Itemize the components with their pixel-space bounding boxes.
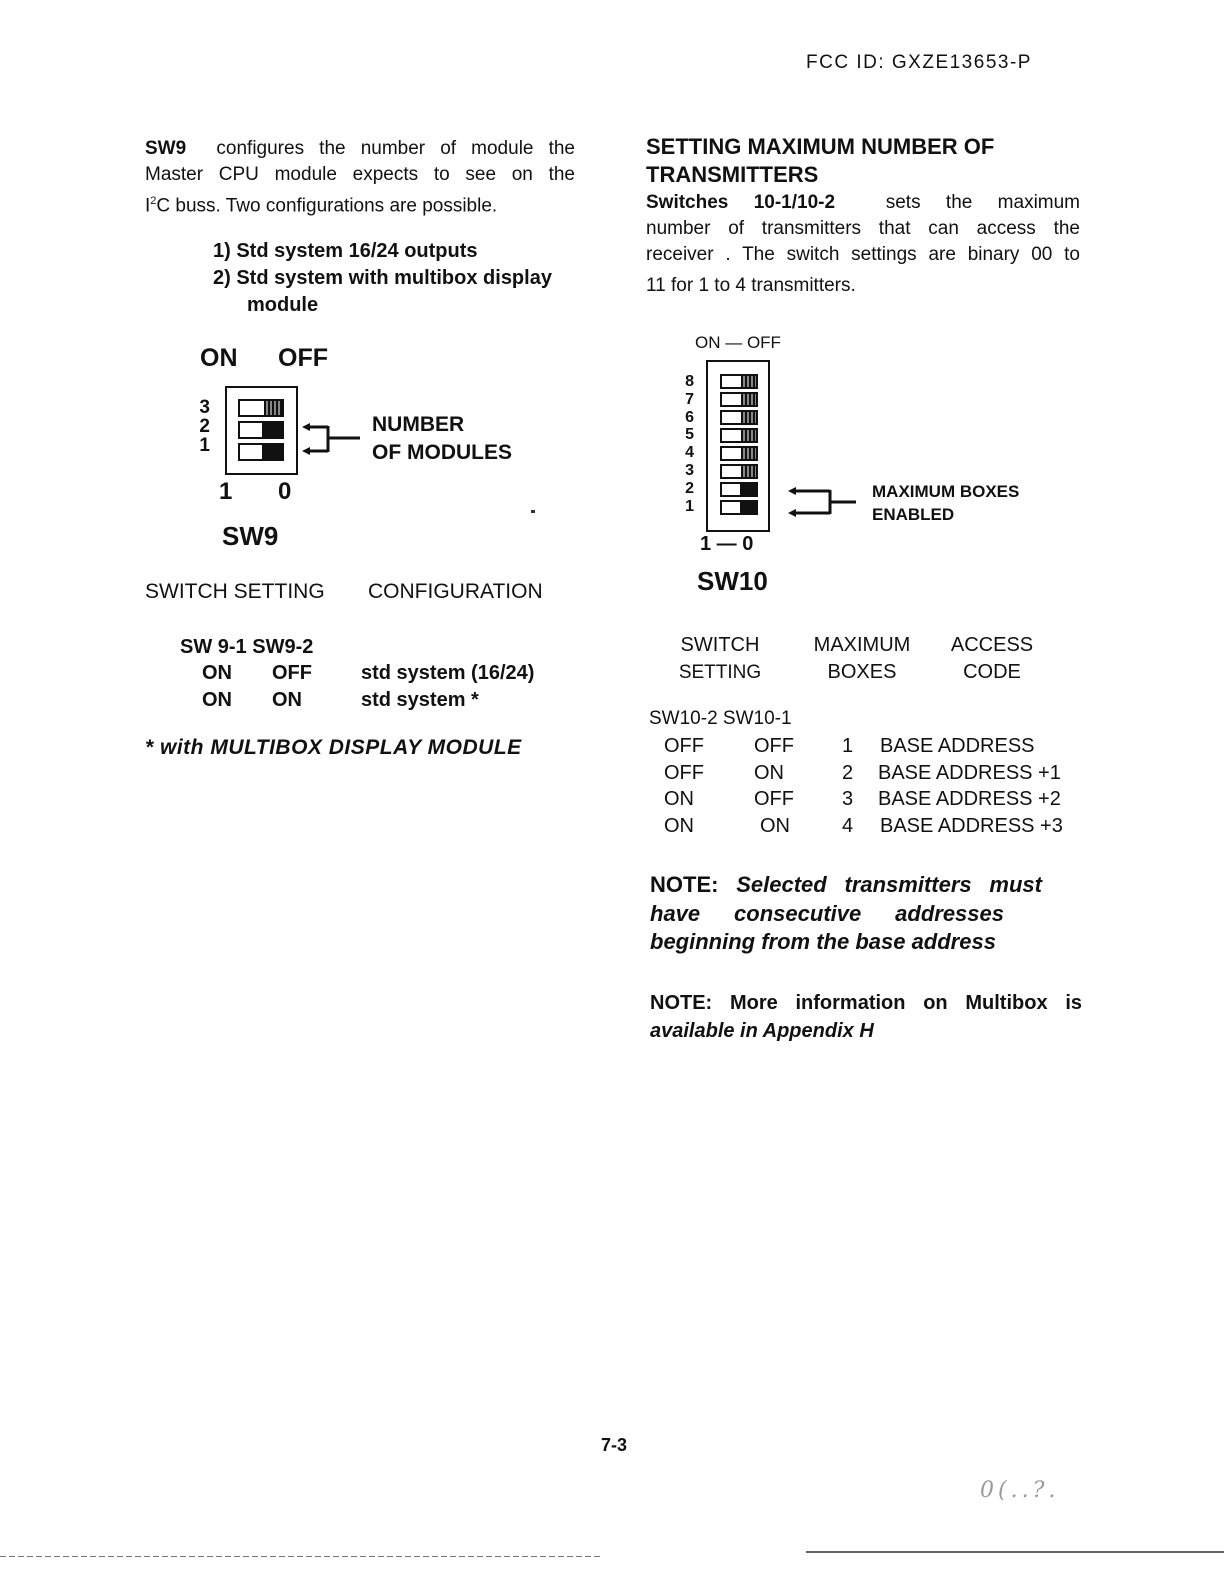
row-4-sw10-2: ON (664, 814, 694, 837)
heading-line-1: SETTING MAXIMUM NUMBER OF (646, 134, 995, 159)
sw9-switch-2 (238, 421, 284, 439)
sw9-footnote: * with MULTIBOX DISPLAY MODULE (145, 736, 522, 759)
th-switch: SWITCH (680, 634, 760, 656)
sw10-switch-3 (720, 464, 758, 479)
row-2-sw2: ON (272, 689, 302, 711)
table-row (202, 660, 562, 687)
sw9-num-2: 2 (199, 416, 210, 437)
sw10-knob-1 (740, 502, 756, 513)
table-row (664, 813, 1094, 840)
intro-lead: SW9 (145, 138, 187, 159)
para-line-1-rest: sets the maximum (885, 192, 1081, 213)
sw9-num-1: 1 (199, 435, 210, 456)
sw10-knob-8 (741, 376, 756, 387)
note-1-label: NOTE: (650, 872, 719, 897)
sw9-knob-2 (262, 423, 282, 437)
row-4-sw10-1: ON (760, 814, 790, 837)
row-4-code: BASE ADDRESS +3 (880, 814, 1063, 837)
para-line-1 (646, 190, 1080, 216)
sw10-num-8: 8 (685, 373, 694, 390)
row-3-sw10-1: OFF (754, 788, 794, 810)
th-maximum-boxes (810, 632, 914, 686)
row-1-sw10-1: OFF (754, 735, 794, 757)
sw9-dip-switch (225, 386, 298, 475)
sw9-name: SW9 (222, 521, 279, 551)
table-row (202, 687, 562, 714)
sw10-switch-7 (720, 392, 758, 407)
sw9-position-numbers (196, 398, 210, 455)
sw10-paragraph (646, 190, 1080, 299)
sw10-bottom-label: 1 — 0 (700, 533, 754, 555)
table-row (664, 786, 1094, 813)
row-3-code: BASE ADDRESS +2 (878, 788, 1061, 810)
intro-sup: 2 (150, 195, 157, 207)
th-setting: SETTING (678, 662, 762, 683)
sw10-knob-3 (741, 466, 756, 477)
note-1-line-2: have consecutive addresses (650, 900, 1004, 926)
sw9-on-label: ON (200, 344, 238, 372)
sw10-num-6: 6 (685, 408, 694, 426)
sw10-knob-6 (741, 412, 756, 423)
sw10-col-headers (649, 708, 792, 730)
note-1 (650, 871, 1042, 957)
para-lead: Switches 10-1/10-2 (646, 192, 836, 213)
th-maximum: MAXIMUM (813, 634, 911, 656)
sw10-label-line-1: MAXIMUM BOXES (872, 482, 1020, 501)
row-2-code: BASE ADDRESS +1 (878, 761, 1061, 784)
sw9-off-label: OFF (278, 344, 328, 372)
scan-artifact-line-right (806, 1551, 1224, 1553)
col-sw9-2: SW9-2 (252, 636, 314, 658)
sw10-num-5: 5 (685, 426, 694, 444)
sw9-label-line-2: OF MODULES (372, 441, 512, 464)
sw10-knob-5 (741, 430, 756, 441)
row-1-sw1: ON (202, 662, 232, 684)
sw10-num-4: 4 (685, 444, 694, 462)
sw9-table-rows (202, 660, 562, 714)
row-2-sw1: ON (202, 689, 232, 711)
sw10-bracket-arrow-icon (786, 483, 858, 523)
sw9-label-line-1: NUMBER (372, 413, 465, 436)
th-switch-setting (676, 632, 764, 686)
sw10-num-2: 2 (685, 479, 694, 497)
sw9-bottom-0: 0 (278, 478, 292, 505)
note-2 (650, 989, 1082, 1045)
sw10-switch-4 (720, 446, 758, 461)
note-1-line-1 (650, 871, 1042, 900)
col-sw10-1: SW10-1 (722, 708, 792, 729)
option-2-cont: module (247, 294, 319, 316)
intro-line-1-rest: configures the number of module the (216, 138, 576, 159)
sw10-num-3: 3 (685, 461, 694, 479)
note-2-line-2: available in Appendix H (650, 1020, 874, 1042)
sw9-table-header-setting: SWITCH SETTING (145, 580, 325, 603)
sw9-knob-3 (264, 401, 282, 415)
sw10-switch-6 (720, 410, 758, 425)
option-1: 1) Std system 16/24 outputs (213, 240, 478, 262)
row-2-config: std system * (361, 689, 479, 711)
sw9-table-col-headers (180, 634, 313, 660)
note-2-line-1: NOTE: More information on Multibox is (650, 992, 1082, 1014)
sw10-switch-8 (720, 374, 758, 389)
sw10-table-rows (664, 733, 1094, 839)
section-heading (646, 133, 994, 189)
sw9-bracket-arrow-icon (298, 418, 362, 462)
th-access: ACCESS (950, 634, 1034, 656)
sw10-label (872, 480, 1019, 526)
sw10-knob-2 (740, 484, 756, 495)
para-line-4: 11 for 1 to 4 transmitters. (646, 275, 856, 296)
sw10-knob-4 (741, 448, 756, 459)
handwritten-stamp: 0(..?. (980, 1478, 1060, 1503)
row-2-sw10-1: ON (754, 761, 784, 784)
sw10-position-numbers (680, 373, 694, 515)
para-line-3: receiver . The switch settings are binary 00 to (646, 244, 1080, 265)
scan-artifact-line-left (0, 1556, 600, 1557)
sw9-intro (145, 136, 575, 219)
table-row (664, 760, 1094, 787)
note-1-text-1: Selected transmitters must (736, 872, 1042, 897)
row-3-max: 3 (842, 788, 854, 810)
sw9-switch-1 (238, 443, 284, 461)
sw9-knob-1 (262, 445, 282, 459)
sw10-num-7: 7 (685, 390, 694, 408)
sw10-switch-2 (720, 482, 758, 497)
sw9-num-3: 3 (199, 397, 210, 418)
sw9-switch-3 (238, 399, 284, 417)
sw9-label (372, 411, 512, 467)
row-1-max: 1 (842, 735, 854, 757)
col-sw10-2: SW10-2 (649, 708, 718, 729)
sw10-switch-1 (720, 500, 758, 515)
row-4-max: 4 (842, 814, 854, 837)
page-number: 7-3 (601, 1435, 628, 1455)
th-code: CODE (963, 661, 1021, 683)
intro-line-1 (145, 136, 575, 162)
row-3-sw10-2: ON (664, 788, 694, 810)
th-boxes: BOXES (827, 661, 897, 683)
table-row (664, 733, 1094, 760)
th-access-code (944, 632, 1040, 686)
intro-line-2: Master CPU module expects to see on the (145, 164, 575, 185)
sw9-bottom-1: 1 (219, 478, 233, 505)
sw10-knob-7 (741, 394, 756, 405)
col-sw9-1: SW 9-1 (180, 636, 247, 658)
options-list (213, 238, 552, 319)
intro-i: I (145, 195, 151, 217)
sw10-num-1: 1 (685, 497, 694, 515)
sw10-label-line-2: ENABLED (872, 505, 955, 524)
intro-line-3-rest: C buss. Two configurations are possible. (156, 195, 498, 217)
speck-dot (531, 510, 535, 513)
sw10-on-off-label: ON — OFF (695, 333, 781, 352)
row-1-config: std system (16/24) (361, 662, 535, 684)
sw10-switch-5 (720, 428, 758, 443)
row-1-sw2: OFF (272, 662, 312, 684)
row-1-code: BASE ADDRESS (880, 735, 1035, 757)
sw9-table (180, 634, 313, 660)
heading-line-2: TRANSMITTERS (646, 162, 819, 187)
row-1-sw10-2: OFF (664, 735, 704, 757)
sw10-dip-switch (706, 360, 770, 532)
sw9-table-header-config: CONFIGURATION (368, 580, 543, 603)
note-1-line-3: beginning from the base address (650, 929, 996, 954)
row-2-max: 2 (842, 761, 854, 784)
intro-line-3 (145, 188, 575, 219)
row-2-sw10-2: OFF (664, 761, 704, 784)
option-2: 2) Std system with multibox display (213, 267, 552, 289)
para-line-2: number of transmitters that can access the (646, 218, 1080, 239)
sw10-name: SW10 (697, 566, 768, 596)
fcc-id: FCC ID: GXZE13653-P (806, 52, 1032, 73)
